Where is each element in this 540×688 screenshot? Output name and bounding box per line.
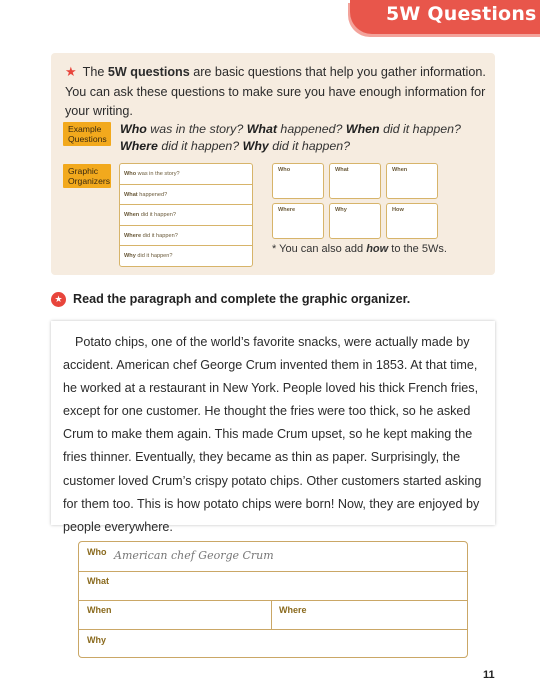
how-note-bold: how (366, 243, 389, 255)
how-note-post: to the 5Ws. (388, 243, 447, 255)
row-text: did it happen? (139, 212, 176, 219)
q-where: Where (120, 139, 158, 153)
q-what-rest: happened? (276, 122, 346, 136)
q-where-rest: did it happen? (157, 139, 243, 153)
graphic-organizers-tag: Graphic Organizers (63, 164, 111, 188)
star-icon: ★ (65, 64, 77, 79)
grid-box-who: Who (272, 163, 324, 199)
grid-box-where: Where (272, 203, 324, 239)
where-label: Where (279, 605, 307, 615)
list-organizer-row (120, 164, 252, 185)
row-keyword: Why (124, 253, 136, 260)
intro-text (65, 62, 489, 122)
answer-row-what[interactable] (79, 572, 467, 601)
row-keyword: When (124, 212, 140, 219)
reading-paragraph-box (51, 321, 495, 534)
reading-paragraph: Potato chips, one of the world’s favorite snacks, were actually made by accident. American chef George Crum invented them in 1853. At that time, he worked at a restaurant in New York. People loved his thick French fries, except for one customer. He thought the fries were too thick, so he asked Crum to make them again. This made Crum upset, so he kept making the fries thinner. Eventually, they became as thin as paper. Surprisingly, the customer loved Crum’s crispy potato chips. Other customers started asking for them too. This is how potato chips were born! Now, they are enjoyed by people everywhere. (63, 335, 482, 534)
how-note-pre: * You can also add (272, 243, 367, 255)
when-label: When (87, 605, 112, 615)
who-answer: American chef George Crum (114, 549, 274, 562)
intro-text-bold: 5W questions (107, 65, 190, 79)
who-label: Who (87, 547, 107, 557)
what-label: What (87, 576, 109, 586)
page-number: 11 (483, 669, 495, 681)
row-text: happened? (137, 191, 168, 198)
star-badge-icon: ★ (51, 292, 66, 307)
task-text: Read the paragraph and complete the graphic organizer. (73, 292, 411, 306)
row-text: did it happen? (141, 232, 178, 239)
intro-text-post: are basic questions that help you gather information. You can ask these questions to make sure you have enough information for your writing. (65, 65, 486, 118)
answer-row-who[interactable] (79, 542, 467, 572)
answer-row-when-where[interactable] (79, 601, 467, 630)
row-keyword: What (124, 191, 138, 198)
row-text: was in the story? (136, 171, 180, 177)
row-text: did it happen? (135, 253, 173, 260)
why-label: Why (87, 635, 106, 645)
answer-row-why[interactable] (79, 630, 467, 658)
q-what: What (246, 122, 277, 136)
answer-organizer (78, 541, 468, 658)
list-organizer-row (120, 205, 252, 226)
grid-box-when: When (386, 163, 438, 199)
intro-text-pre: The (82, 65, 108, 79)
row-keyword: Who (124, 171, 137, 177)
how-note (272, 243, 447, 255)
q-who-rest: was in the story? (146, 122, 247, 136)
section-header-tab (350, 0, 540, 34)
grid-box-why: Why (329, 203, 381, 239)
list-organizer-row (120, 246, 252, 267)
example-questions-tag: Example Questions (63, 122, 111, 146)
intro-panel (51, 53, 495, 275)
example-questions (120, 121, 490, 155)
grid-box-what: What (329, 163, 381, 199)
row-keyword: Where (124, 232, 142, 239)
column-divider (271, 601, 272, 630)
section-title: 5W Questions (386, 3, 537, 25)
q-why-rest: did it happen? (268, 139, 351, 153)
list-organizer (119, 163, 253, 267)
q-when-rest: did it happen? (379, 122, 461, 136)
q-why: Why (242, 139, 269, 153)
list-organizer-row (120, 226, 252, 247)
task-instruction (51, 292, 410, 307)
grid-box-how: How (386, 203, 438, 239)
q-when: When (345, 122, 380, 136)
q-who: Who (120, 122, 147, 136)
list-organizer-row (120, 185, 252, 206)
